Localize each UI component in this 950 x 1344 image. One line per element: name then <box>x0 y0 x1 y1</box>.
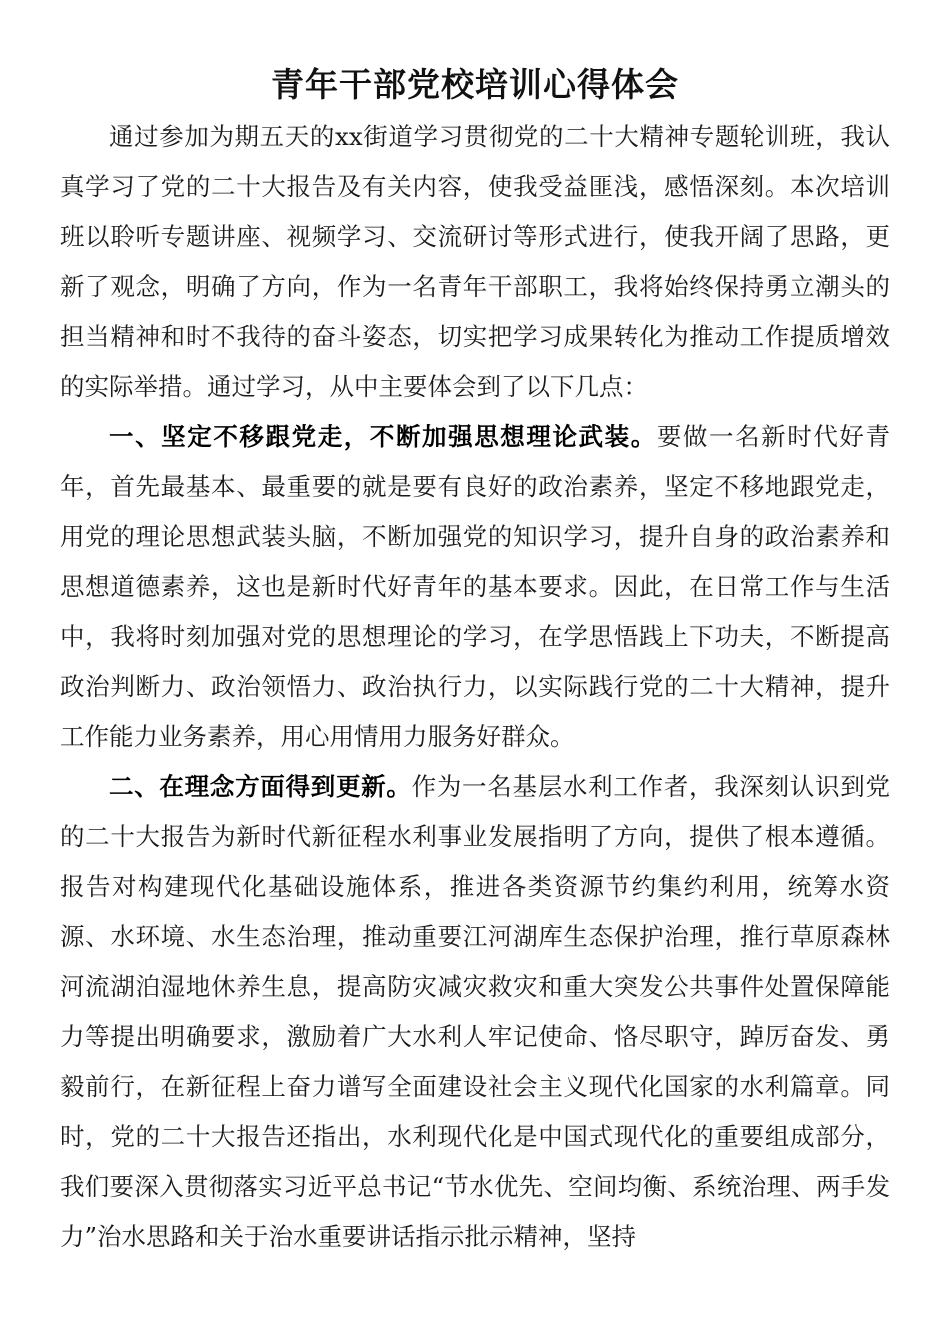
document-title: 青年干部党校培训心得体会 <box>271 65 679 104</box>
paragraph-intro <box>60 112 890 412</box>
section-heading: 二、在理念方面得到更新。 <box>109 772 412 801</box>
paragraph-section-2 <box>60 762 890 1262</box>
paragraph-text: 通过参加为期五天的xx街道学习贯彻党的二十大精神专题轮训班，我认真学习了党的二十大报告及有关内容，使我受益匪浅，感悟深刻。本次培训班以聆听专题讲座、视频学习、交流研讨等形式进行，使我开阔了思路，更新了观念，明确了方向，作为一名青年干部职工，我将始终保持勇立潮头的担当精神和时不我待的奋斗姿态，切实把学习成果转化为推动工作提质增效的实际举措。通过学习，从中主要体会到了以下几点： <box>60 122 890 401</box>
section-heading: 一、坚定不移跟党走，不断加强思想理论武装。 <box>109 422 657 451</box>
document-body <box>60 112 890 1262</box>
paragraph-section-1 <box>60 412 890 762</box>
paragraph-text: 要做一名新时代好青年，首先最基本、最重要的就是要有良好的政治素养，坚定不移地跟党走，用党的理论思想武装头脑，不断加强党的知识学习，提升自身的政治素养和思想道德素养，这也是新时代好青年的基本要求。因此，在日常工作与生活中，我将时刻加强对党的思想理论的学习，在学思悟践上下功夫，不断提高政治判断力、政治领悟力、政治执行力，以实际践行党的二十大精神，提升工作能力业务素养，用心用情用力服务好群众。 <box>60 422 891 751</box>
paragraph-text: 作为一名基层水利工作者，我深刻认识到党的二十大报告为新时代新征程水利事业发展指明了方向，提供了根本遵循。报告对构建现代化基础设施体系，推进各类资源节约集约利用，统筹水资源、水环境、水生态治理，推动重要江河湖库生态保护治理，推行草原森林河流湖泊湿地休养生息，提高防灾减灾救灾和重大突发公共事件处置保障能力等提出明确要求，激励着广大水利人牢记使命、恪尽职守，踔厉奋发、勇毅前行，在新征程上奋力谱写全面建设社会主义现代化国家的水利篇章。同时，党的二十大报告还指出，水利现代化是中国式现代化的重要组成部分，我们要深入贯彻落实习近平总书记“节水优先、空间均衡、系统治理、两手发力”治水思路和关于治水重要讲话指示批示精神，坚持 <box>60 772 891 1251</box>
